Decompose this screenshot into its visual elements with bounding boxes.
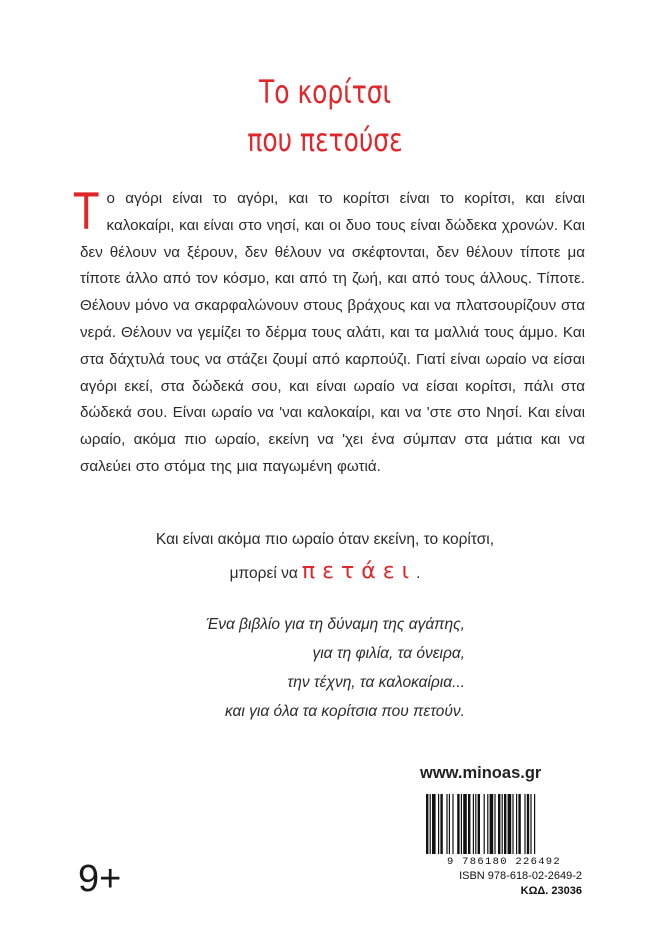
barcode-bar [494,794,495,854]
barcode-bar [534,794,535,854]
barcode-bar [468,794,470,854]
barcode-bar [457,794,459,854]
publisher-url: www.minoas.gr [420,764,542,782]
barcode-bar [426,794,428,854]
barcode-bar [490,794,494,854]
product-code: ΚΩΔ. 23036 [520,885,582,897]
barcode-bar [502,794,503,854]
tagline-suffix: . [416,565,421,582]
italic-line-4: και για όλα τα κορίτσια που πετούν. [225,703,465,720]
tagline-line-1: Και είναι ακόμα πιο ωραίο όταν εκείνη, το κορίτσι, [155,531,495,548]
barcode-bar [440,794,442,854]
isbn: ISBN 978-618-02-2649-2 [459,870,582,882]
barcode-bar [478,794,480,854]
barcode-bar [487,794,488,854]
title-line-2: που πετούσε [247,121,403,159]
blurb-paragraph [74,183,585,481]
barcode-digits: 9 786180 226492 [446,856,561,868]
barcode-bar [452,794,453,854]
blurb-text: ο αγόρι είναι το αγόρι, και το κορίτσι είναι το κορίτσι, και είναι καλοκαίρι, και είναι στο νησί, και οι δυο τους είναι δώδεκα χρονών. Και δεν θέλουν να ξέρουν, δεν θέλουν να σκέφτονται, δεν θέλουν τίποτε μα τίποτε άλλο από τον κόσμο, και από τη ζωή, και από τους άλλους. Τίποτε. Θέλουν μόνο να σκαρφαλώνουν στους βράχους και να πλατσουρίζουν στα νερά. Θέλουν να γεμίζει το δέρμα τους αλάτι, και τα μαλλιά τους άμμο. Και στα δάχτυλά τους να στάζει ζουμί από καρπούζι. Γιατί είναι ωραίο να είσαι αγόρι εκεί, στα δώδεκά σου, και είναι ωραίο να είσαι κορίτσι, πάλι στα δώδεκά σου. Είναι ωραίο να 'ναι καλοκαίρι, και να 'στε στο Νησί. Και είναι ωραίο, ακόμα πιο ωραίο, εκείνη να 'χει ένα σύμπαν στα μάτια και να σαλεύει στο στόμα της μια παγωμένη φωτιά. [80,190,585,475]
barcode-bar [449,794,450,854]
tagline-line-2 [0,559,650,584]
tagline-prefix: μπορεί να [229,565,298,582]
tagline-highlight: πετάει [301,559,417,584]
barcode-bar [463,794,467,854]
barcode-bar [446,794,447,854]
italic-line-2: για τη φιλία, τα όνειρα, [312,645,465,662]
italic-line-3: την τέχνη, τα καλοκαίρια... [287,674,465,691]
barcode-bar [516,794,517,854]
barcode-bar [432,794,436,854]
barcode-bar [473,794,474,854]
barcode-bar [504,794,506,854]
barcode-bar [438,794,439,854]
barcode-bar [530,794,531,854]
barcode-bar [430,794,431,854]
barcode-bar [527,794,529,854]
barcode-bar [484,794,485,854]
barcode [426,794,582,854]
barcode-bar [512,794,513,854]
book-title [72,68,579,164]
barcode-bar [498,794,500,854]
barcode-bar [518,794,520,854]
barcode-bar [475,794,476,854]
title-line-1: Το κορίτσι [258,73,392,111]
barcode-bar [508,794,512,854]
italic-tagline [206,610,465,726]
barcode-bar [461,794,462,854]
age-rating: 9+ [78,858,122,900]
drop-cap: Τ [74,183,99,241]
italic-line-1: Ένα βιβλίο για τη δύναμη της αγάπης, [206,616,465,633]
barcode-bar [524,794,525,854]
